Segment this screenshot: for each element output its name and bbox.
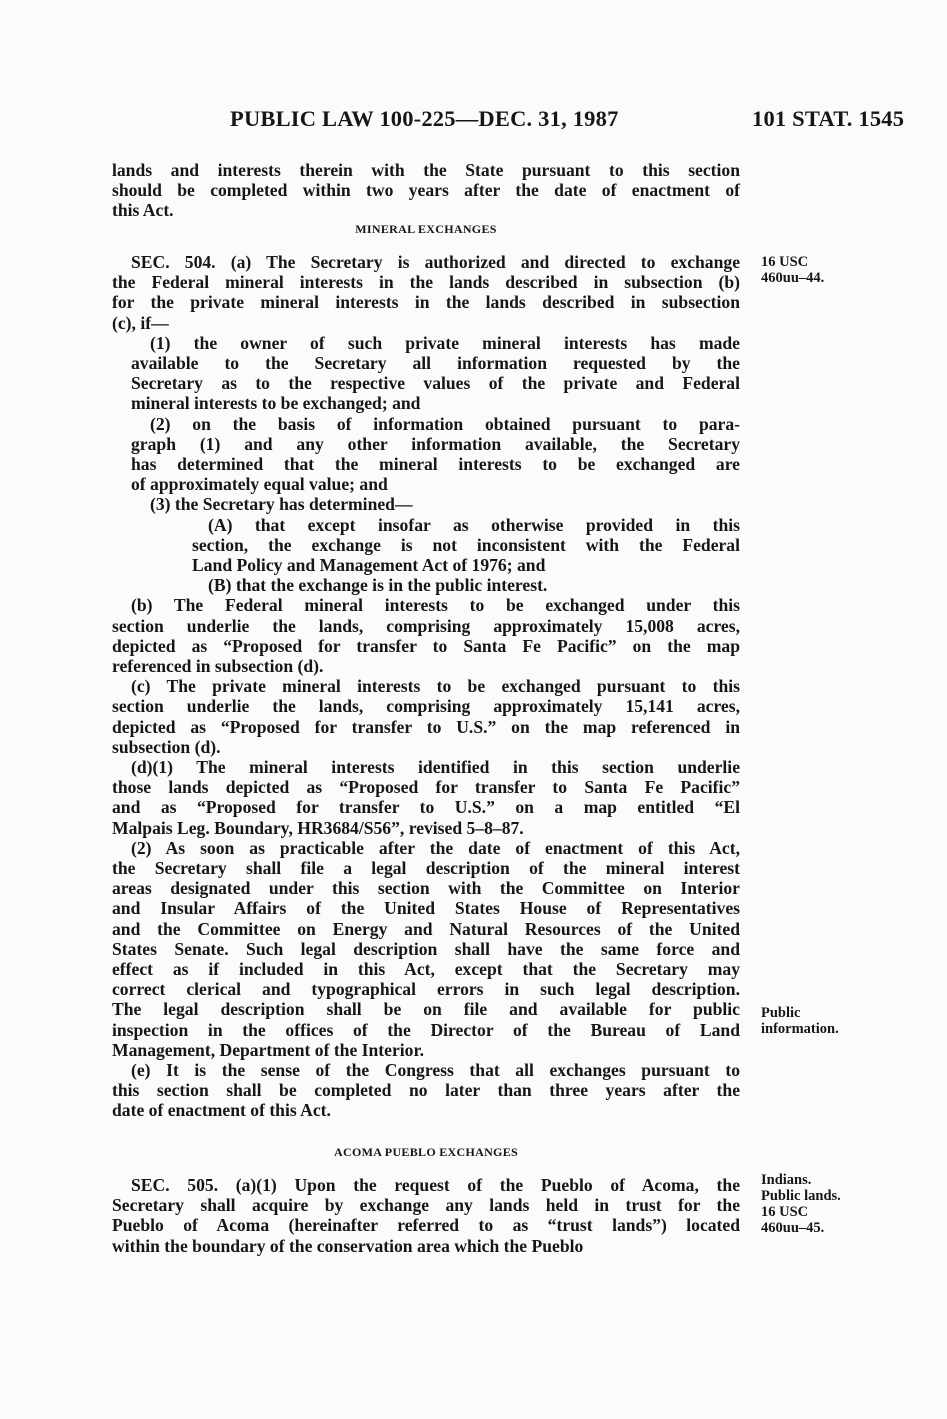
text-line: Secretary as to the respective values of the private and Federal [131,373,740,394]
margin-note: Public lands. [761,1188,841,1204]
text-line: (b) The Federal mineral interests to be exchanged under this [131,595,740,616]
section-heading-acoma-pueblo-exchanges: ACOMA PUEBLO EXCHANGES [334,1145,518,1159]
text-line: Secretary shall acquire by exchange any lands held in trust for the [112,1195,740,1216]
text-line: (e) It is the sense of the Congress that all exchanges pursuant to [131,1060,740,1080]
text-line: has determined that the mineral interests to be exchanged are [131,454,740,474]
text-line: Pueblo of Acoma (hereinafter referred to as “trust lands”) located [112,1215,740,1236]
text-line: inspection in the offices of the Director of the Bureau of Land [112,1019,740,1040]
running-header-page: 101 STAT. 1545 [752,106,905,131]
text-line: areas designated under this section with the Committee on Interior [112,878,740,899]
text-line: Malpais Leg. Boundary, HR3684/S56”, revised 5–8–87. [112,817,524,838]
text-line: this Act. [112,200,174,221]
text-line: effect as if included in this Act, except that the Secretary may [112,959,740,979]
margin-note: 16 USC [761,254,809,270]
text-line: within the boundary of the conservation area which the Pueblo [112,1235,584,1256]
running-header-title: PUBLIC LAW 100-225—DEC. 31, 1987 [230,106,619,131]
text-line: the Federal mineral interests in the lands described in subsection (b) [112,272,740,293]
text-line: The legal description shall be on file and available for public [112,999,740,1020]
margin-note: 460uu–44. [761,270,825,286]
text-line: date of enactment of this Act. [112,1100,331,1121]
text-line: and Insular Affairs of the United States House of Representatives [112,898,740,919]
text-line: depicted as “Proposed for transfer to U.S.” on the map referenced in [112,716,740,737]
text-line: States Senate. Such legal description shall have the same force and [112,938,740,959]
section-heading-mineral-exchanges: MINERAL EXCHANGES [355,222,497,236]
text-line: for the private mineral interests in the lands described in subsection [112,292,740,313]
text-line: (1) the owner of such private mineral interests has made [150,332,740,353]
text-line: and as “Proposed for transfer to U.S.” on a map entitled “El [112,797,740,818]
text-line: available to the Secretary all information requested by the [131,353,740,373]
margin-note: 460uu–45. [761,1220,825,1236]
text-line: and the Committee on Energy and Natural Resources of the United [112,918,740,939]
text-line: SEC. 504. (a) The Secretary is authorized and directed to exchange [131,252,740,272]
text-line: graph (1) and any other information available, the Secretary [131,433,740,454]
text-line: Land Policy and Management Act of 1976; and [192,555,546,575]
text-line: (2) As soon as practicable after the date of enactment of this Act, [131,837,740,858]
text-line: (3) the Secretary has determined— [150,494,413,515]
text-line: section underlie the lands, comprising approximately 15,141 acres, [112,696,740,717]
text-line: (B) that the exchange is in the public interest. [208,575,548,596]
text-line: of approximately equal value; and [131,474,388,495]
text-line: correct clerical and typographical errors in such legal description. [112,979,740,1000]
text-line: section, the exchange is not inconsistent with the Federal [192,534,740,555]
text-line: lands and interests therein with the State pursuant to this section [112,160,740,180]
text-line: depicted as “Proposed for transfer to Santa Fe Pacific” on the map [112,635,740,656]
text-line: Management, Department of the Interior. [112,1039,425,1060]
text-line: the Secretary shall file a legal description of the mineral interest [112,858,740,878]
text-line: (c) The private mineral interests to be exchanged pursuant to this [131,676,740,697]
text-line: referenced in subsection (d). [112,656,324,676]
text-line: SEC. 505. (a)(1) Upon the request of the Pueblo of Acoma, the [131,1175,740,1195]
margin-note: information. [761,1021,839,1037]
text-line: section underlie the lands, comprising approximately 15,008 acres, [112,615,740,636]
text-line: subsection (d). [112,736,221,757]
text-line: (c), if— [112,312,169,333]
text-line: those lands depicted as “Proposed for transfer to Santa Fe Pacific” [112,777,740,798]
margin-note: Indians. [761,1172,812,1188]
text-line: mineral interests to be exchanged; and [131,393,421,414]
text-line: this section shall be completed no later than three years after the [112,1080,740,1101]
text-line: (A) that except insofar as otherwise provided in this [208,514,740,535]
margin-note: Public [761,1005,801,1021]
text-line: (2) on the basis of information obtained pursuant to para- [150,413,740,434]
margin-note: 16 USC [761,1204,809,1220]
text-line: should be completed within two years after the date of enactment of [112,180,740,201]
text-line: (d)(1) The mineral interests identified in this section underlie [131,757,740,777]
